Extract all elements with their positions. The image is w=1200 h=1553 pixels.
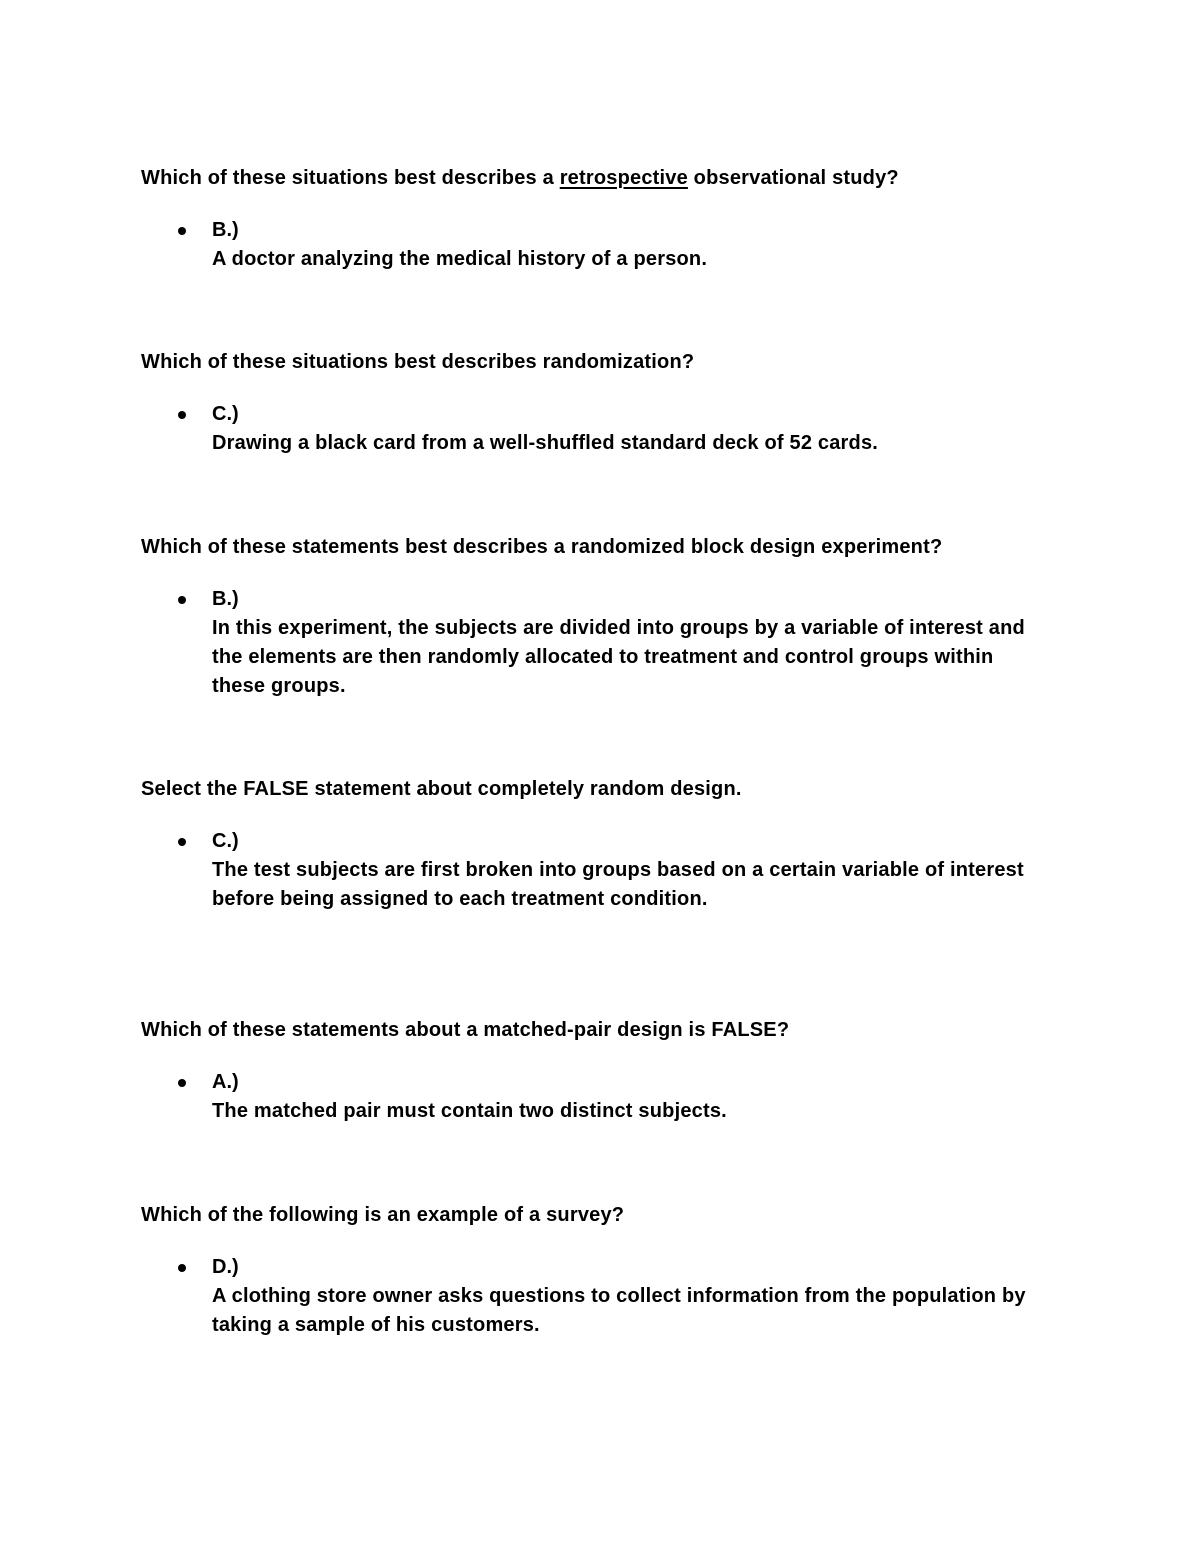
question-1-text-end: observational study? xyxy=(687,167,899,189)
answer-4-letter: C.) xyxy=(212,830,239,852)
qa-item-5 xyxy=(141,1016,1061,1126)
bullet-icon xyxy=(178,411,186,419)
qa-item-3 xyxy=(141,533,1061,701)
answer-5 xyxy=(141,1068,1061,1126)
bullet-icon xyxy=(178,596,186,604)
question-6 xyxy=(141,1201,1061,1230)
answer-6-text: A clothing store owner asks questions to collect information from the population by taking a sample of his customers. xyxy=(212,1285,1026,1336)
qa-item-6 xyxy=(141,1201,1061,1340)
question-1-underlined: retrospective xyxy=(559,167,688,189)
question-6-text: Which of the following is an example of a survey? xyxy=(141,1204,625,1226)
question-3 xyxy=(141,533,1061,562)
answer-2-text: Drawing a black card from a well-shuffled standard deck of 52 cards. xyxy=(212,432,879,454)
answer-2 xyxy=(141,400,1061,458)
qa-item-2 xyxy=(141,348,1061,458)
question-1-text: Which of these situations best describes a xyxy=(141,167,560,189)
answer-3-text: In this experiment, the subjects are divided into groups by a variable of interest and the elements are then randomly allocated to treatment and control groups within these groups. xyxy=(212,617,1025,697)
bullet-icon xyxy=(178,838,186,846)
question-5-text: Which of these statements about a matched-pair design is FALSE? xyxy=(141,1019,790,1041)
question-1 xyxy=(141,164,1061,193)
answer-1 xyxy=(141,216,1061,274)
answer-3 xyxy=(141,585,1061,701)
answer-5-letter: A.) xyxy=(212,1071,239,1093)
qa-item-4 xyxy=(141,775,1061,914)
answer-2-letter: C.) xyxy=(212,403,239,425)
question-3-text: Which of these statements best describes a randomized block design experiment? xyxy=(141,536,943,558)
answer-3-letter: B.) xyxy=(212,588,239,610)
question-5 xyxy=(141,1016,1061,1045)
answer-6-letter: D.) xyxy=(212,1256,239,1278)
answer-6 xyxy=(141,1253,1061,1340)
bullet-icon xyxy=(178,1264,186,1272)
question-4-text: Select the FALSE statement about completely random design. xyxy=(141,778,742,800)
answer-1-letter: B.) xyxy=(212,219,239,241)
answer-5-text: The matched pair must contain two distinct subjects. xyxy=(212,1100,727,1122)
question-4 xyxy=(141,775,1061,804)
qa-item-1 xyxy=(141,164,1061,274)
bullet-icon xyxy=(178,227,186,235)
answer-4-text: The test subjects are first broken into groups based on a certain variable of interest before being assigned to each treatment condition. xyxy=(212,859,1024,910)
question-2-text: Which of these situations best describes randomization? xyxy=(141,351,695,373)
bullet-icon xyxy=(178,1079,186,1087)
question-2 xyxy=(141,348,1061,377)
answer-1-text: A doctor analyzing the medical history of a person. xyxy=(212,248,708,270)
answer-4 xyxy=(141,827,1061,914)
